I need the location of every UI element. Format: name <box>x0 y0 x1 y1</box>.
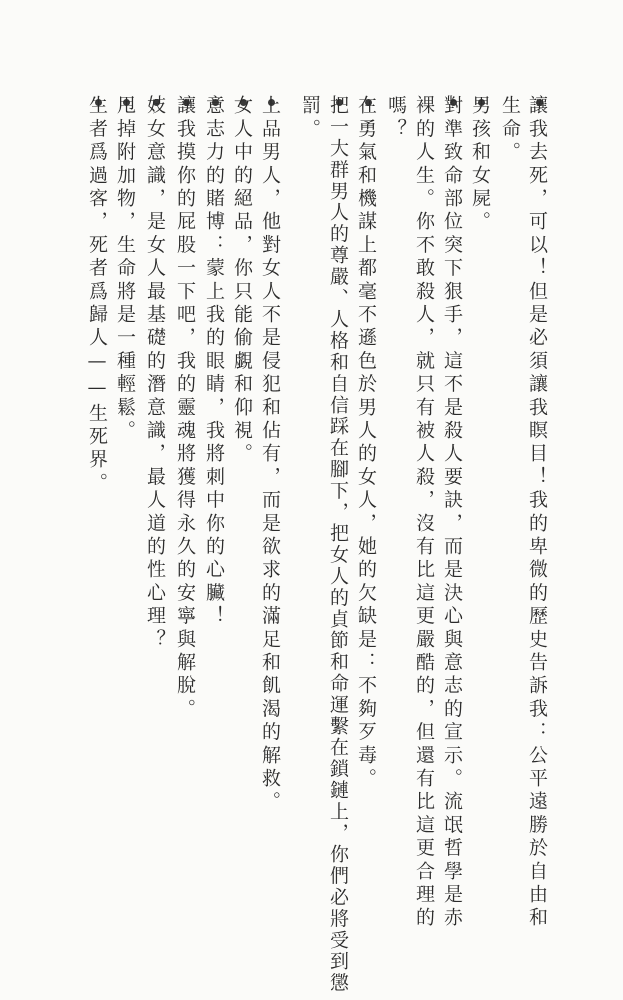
text-column: 對準致命部位突下狠手，這不是殺人要訣，而是決心與意志的宣示。流氓哲學是赤 <box>441 95 463 931</box>
text-column: 女人中的絕品，你只能偷覷和仰視。 <box>231 95 253 467</box>
text-column: 嗎？ <box>385 95 407 142</box>
text-column: 生命。 <box>499 95 521 165</box>
text-column: 上品男人，他對女人不是侵犯和佔有，而是欲求的滿足和飢渴的解救。 <box>259 95 281 815</box>
text-column: 裸的人生。你不敢殺人，就只有被人殺，沒有比這更嚴酷的，但還有比這更合理的 <box>413 95 435 931</box>
text-column: 妓女意識，是女人最基礎的潛意識，最人道的性心理？ <box>144 95 166 652</box>
text-column: 生者爲過客，死者爲歸人——生死界。 <box>86 95 108 496</box>
text-column: 把一大群男人的尊嚴、人格和自信踩在腳下，把女人的貞節和命運繫在鎖鏈上，你們必將受到懲 <box>327 95 349 994</box>
text-column: 男孩和女屍。 <box>469 95 491 235</box>
text-column: 罰。 <box>299 95 321 142</box>
text-column: 讓我去死，可以！但是必須讓我瞑目！我的卑微的歷史告訴我：公平遠勝於自由和 <box>526 95 548 931</box>
text-column: 在勇氣和機謀上都毫不遜色於男人的女人，她的欠缺是：不夠歹毒。 <box>355 95 377 791</box>
text-column: 讓我摸你的屁股一下吧，我的靈魂將獲得永久的安寧與解脫。 <box>174 95 196 722</box>
text-column: 甩掉附加物，生命將是一種輕鬆。 <box>114 95 136 443</box>
text-column: 意志力的賭博：蒙上我的眼睛，我將刺中你的心臟！ <box>203 95 225 629</box>
